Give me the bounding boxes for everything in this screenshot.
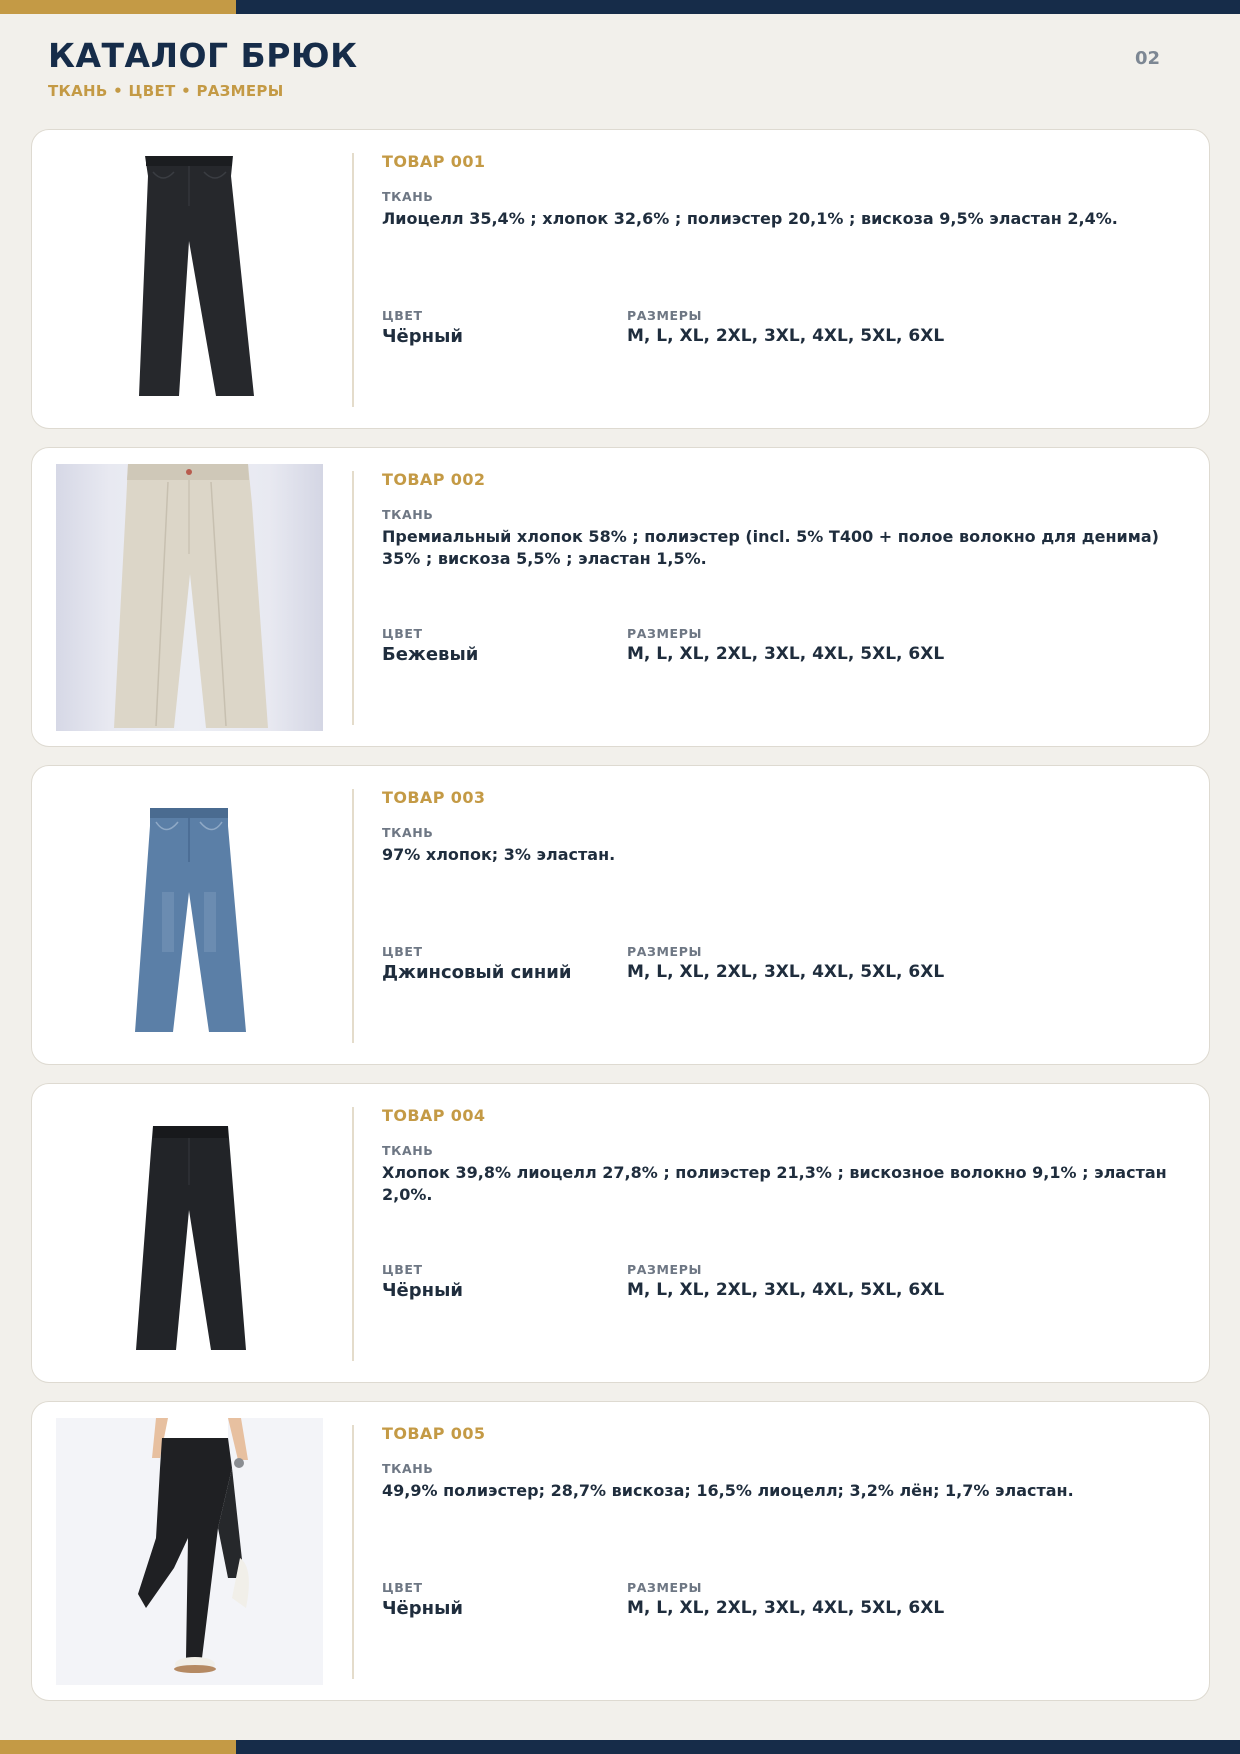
product-title: ТОВАР 004 (382, 1106, 486, 1125)
color-column (382, 944, 572, 983)
product-card-005 (31, 1401, 1210, 1701)
product-image (56, 1100, 323, 1367)
sizes-label: РАЗМЕРЫ (627, 626, 703, 641)
page-title: КАТАЛОГ БРЮК (48, 36, 358, 75)
color-label: ЦВЕТ (382, 944, 423, 959)
fabric-label: ТКАНЬ (382, 189, 434, 204)
product-image (56, 146, 323, 413)
product-title: ТОВАР 002 (382, 470, 486, 489)
product-card-003 (31, 765, 1210, 1065)
product-card-001 (31, 129, 1210, 429)
sizes-value: M, L, XL, 2XL, 3XL, 4XL, 5XL, 6XL (627, 1598, 945, 1618)
sizes-value: M, L, XL, 2XL, 3XL, 4XL, 5XL, 6XL (627, 326, 945, 346)
fabric-label: ТКАНЬ (382, 507, 434, 522)
product-title: ТОВАР 001 (382, 152, 486, 171)
product-card-004 (31, 1083, 1210, 1383)
color-value: Чёрный (382, 1598, 463, 1619)
bottom-band-navy (236, 1740, 1240, 1754)
fabric-composition: Лиоцелл 35,4% ; хлопок 32,6% ; полиэстер 20,1% ; вискоза 9,5% эластан 2,4%. (382, 209, 1118, 228)
color-value: Бежевый (382, 644, 479, 665)
product-info (382, 470, 1173, 736)
product-title: ТОВАР 005 (382, 1424, 486, 1443)
page-number: 02 (1134, 48, 1160, 69)
page-subtitle: ТКАНЬ • ЦВЕТ • РАЗМЕРЫ (48, 82, 284, 100)
sizes-label: РАЗМЕРЫ (627, 1580, 703, 1595)
sizes-column (627, 1580, 944, 1618)
color-column (382, 1580, 463, 1619)
card-divider (352, 153, 354, 407)
color-column (382, 1262, 463, 1301)
color-value: Чёрный (382, 1280, 463, 1301)
bottom-band-gold (0, 1740, 236, 1754)
blue-denim-jeans-image (56, 782, 323, 1049)
card-divider (352, 1425, 354, 1679)
sizes-label: РАЗМЕРЫ (627, 308, 703, 323)
beige-pleated-trousers-image (56, 464, 323, 731)
fabric-composition: 97% хлопок; 3% эластан. (382, 845, 616, 864)
product-info (382, 1424, 1173, 1690)
color-column (382, 626, 478, 665)
fabric-composition: Премиальный хлопок 58% ; полиэстер (incl. 5% T400 + полое волокно для денима) 35% ; вискоза 5,5% ; эластан 1,5%. (382, 527, 1159, 568)
top-band-navy (236, 0, 1240, 14)
sizes-label: РАЗМЕРЫ (627, 1262, 703, 1277)
fabric-label: ТКАНЬ (382, 1143, 434, 1158)
sizes-value: M, L, XL, 2XL, 3XL, 4XL, 5XL, 6XL (627, 962, 945, 982)
fabric-label: ТКАНЬ (382, 1461, 434, 1476)
black-tapered-trousers-image (56, 1100, 323, 1367)
fabric-composition: Хлопок 39,8% лиоцелл 27,8% ; полиэстер 21,3% ; вискозное волокно 9,1% ; эластан 2,0%. (382, 1163, 1167, 1204)
sizes-value: M, L, XL, 2XL, 3XL, 4XL, 5XL, 6XL (627, 1280, 945, 1300)
sizes-value: M, L, XL, 2XL, 3XL, 4XL, 5XL, 6XL (627, 644, 945, 664)
card-divider (352, 471, 354, 725)
product-image (56, 1418, 323, 1685)
sizes-column (627, 944, 944, 982)
product-image (56, 782, 323, 1049)
color-label: ЦВЕТ (382, 308, 423, 323)
product-list (31, 129, 1210, 1719)
top-accent-band (0, 0, 1240, 14)
fabric-composition: 49,9% полиэстер; 28,7% вискоза; 16,5% лиоцелл; 3,2% лён; 1,7% эластан. (382, 1481, 1074, 1500)
product-title: ТОВАР 003 (382, 788, 486, 807)
sizes-column (627, 308, 944, 346)
color-label: ЦВЕТ (382, 1580, 423, 1595)
fabric-label: ТКАНЬ (382, 825, 434, 840)
card-divider (352, 789, 354, 1043)
black-slim-trousers-image (56, 146, 323, 413)
product-info (382, 788, 1173, 1054)
color-value: Джинсовый синий (382, 962, 572, 983)
color-label: ЦВЕТ (382, 626, 423, 641)
card-divider (352, 1107, 354, 1361)
product-info (382, 152, 1173, 418)
product-info (382, 1106, 1173, 1372)
color-value: Чёрный (382, 326, 463, 347)
model-black-trousers-image (56, 1418, 323, 1685)
top-band-gold (0, 0, 236, 14)
color-column (382, 308, 463, 347)
color-label: ЦВЕТ (382, 1262, 423, 1277)
bottom-accent-band (0, 1740, 1240, 1754)
sizes-label: РАЗМЕРЫ (627, 944, 703, 959)
sizes-column (627, 1262, 944, 1300)
product-card-002 (31, 447, 1210, 747)
sizes-column (627, 626, 944, 664)
product-image (56, 464, 323, 731)
